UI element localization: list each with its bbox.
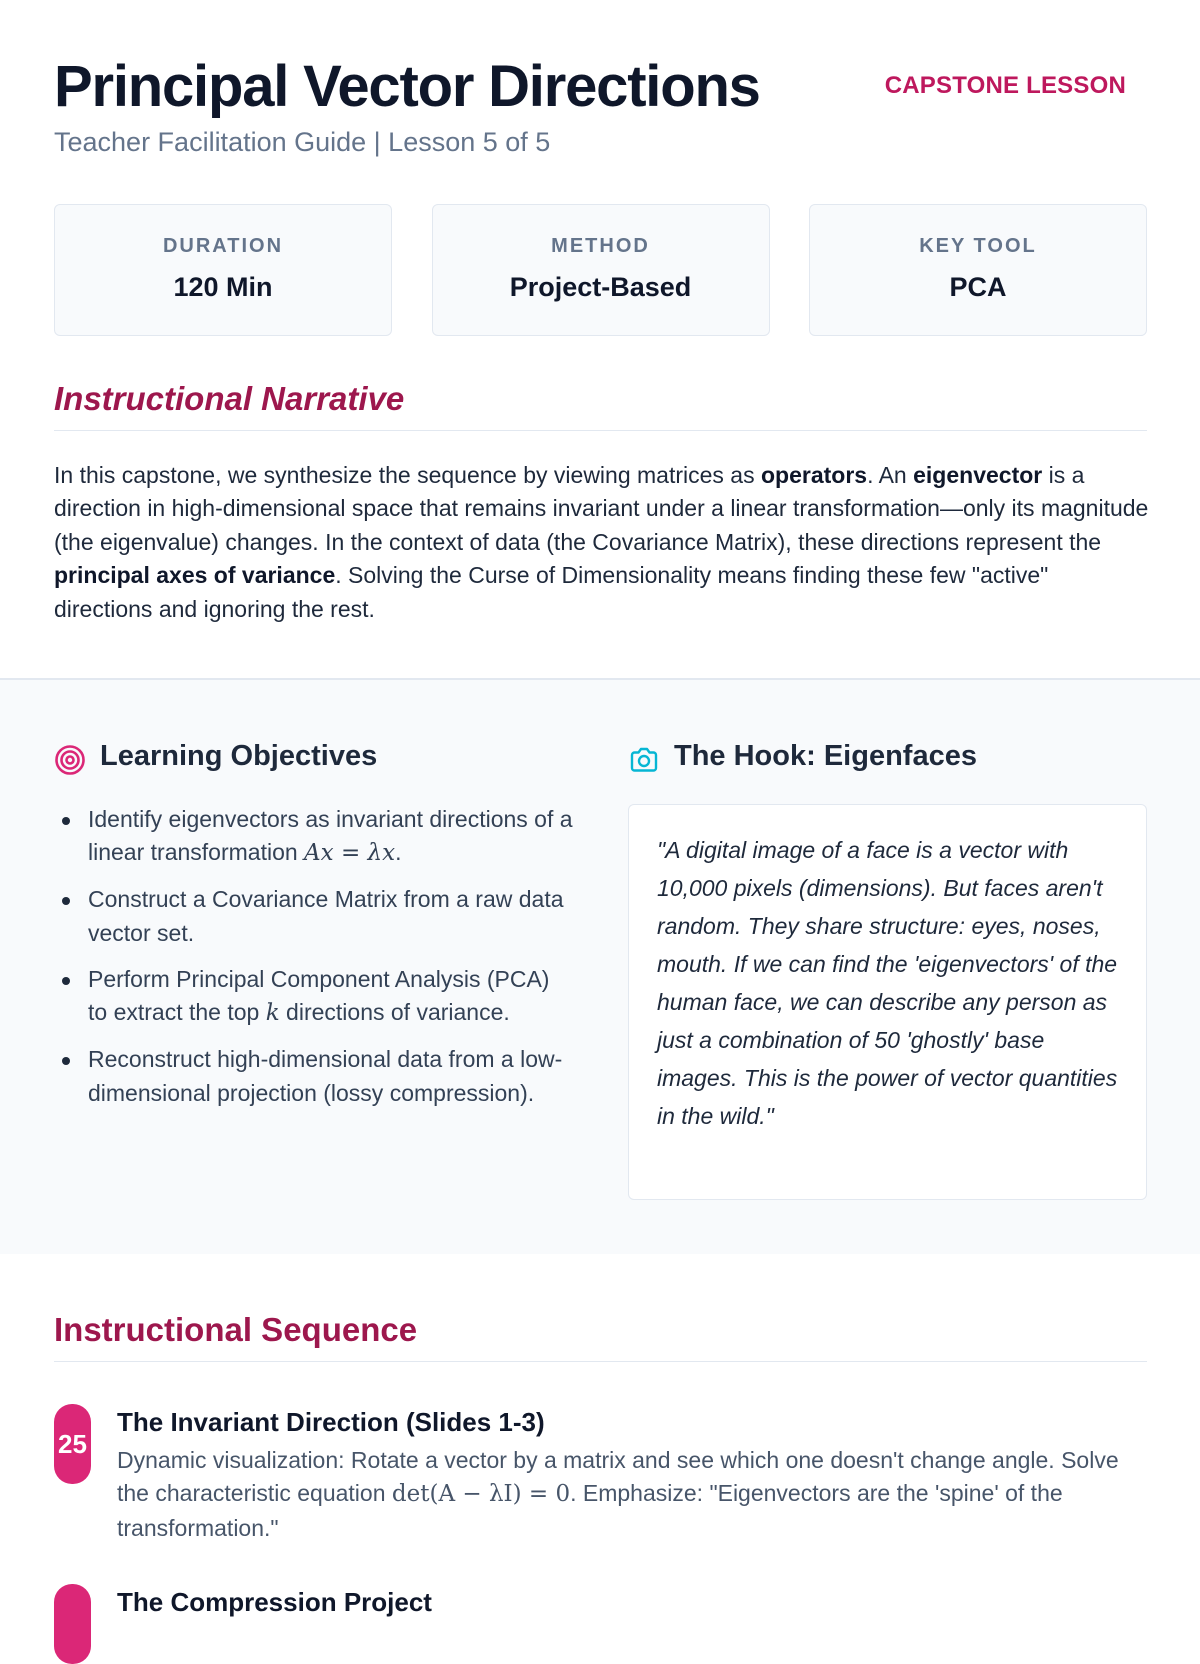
- hook-quote-box: [628, 804, 1147, 1200]
- step-text: Dynamic visualization: Rotate a vector by a matrix and see which one doesn't change angle. Solve the characteristic equation: [117, 1447, 1119, 1507]
- sequence-step: [54, 1404, 1149, 1545]
- stat-value: PCA: [949, 272, 1007, 302]
- list-item: [54, 1043, 574, 1110]
- narrative-paragraph: [54, 459, 1149, 626]
- objective-text: Identify eigenvectors as invariant directions of a linear transformation: [88, 806, 573, 866]
- sequence-heading: Instructional Sequence: [54, 1311, 418, 1348]
- narrative-emphasis: operators: [760, 462, 868, 488]
- objective-text: .: [395, 839, 402, 866]
- list-item: [54, 803, 574, 871]
- narrative-text: is a direction in high-dimensional space that remains invariant under a linear transformation—only its magnitude (the eigenvalue) changes. In the context of data (the Covariance Matrix), these directions represent the: [54, 462, 1149, 555]
- narrative-heading: Instructional Narrative: [54, 380, 405, 417]
- objective-text: Perform Principal Component Analysis (PCA) to extract the top: [88, 965, 550, 1026]
- target-icon: [54, 744, 86, 776]
- narrative-text: . An: [867, 462, 914, 488]
- divider: [54, 430, 1147, 431]
- stat-card-duration: [54, 204, 392, 336]
- objective-text: Construct a Covariance Matrix from a raw data vector set.: [88, 886, 564, 946]
- objective-text: Reconstruct high-dimensional data from a low-dimensional projection (lossy compression).: [88, 1046, 563, 1106]
- step-description: [117, 1444, 1149, 1545]
- stat-value: Project-Based: [509, 272, 692, 302]
- step-body: [117, 1584, 1149, 1620]
- objective-text: directions of variance.: [279, 999, 510, 1026]
- capstone-badge: CAPSTONE LESSON: [884, 72, 1126, 99]
- page-subtitle: Teacher Facilitation Guide | Lesson 5 of 5: [54, 127, 551, 157]
- divider: [54, 1361, 1147, 1362]
- hook-heading: The Hook: Eigenfaces: [674, 740, 977, 772]
- stat-card-key-tool: [809, 204, 1147, 336]
- step-title: The Invariant Direction (Slides 1-3): [117, 1407, 545, 1437]
- sequence-step: [54, 1584, 1149, 1620]
- stat-label: KEY TOOL: [919, 235, 1037, 257]
- objective-math: Ax = λx: [304, 840, 396, 867]
- stat-label: DURATION: [162, 235, 284, 257]
- step-title: The Compression Project: [117, 1587, 432, 1617]
- objective-math: k: [265, 1000, 280, 1027]
- stat-value: 120 Min: [173, 272, 273, 302]
- step-number-badge: 25: [54, 1404, 91, 1484]
- camera-icon: [628, 744, 660, 776]
- page-title: Principal Vector Directions: [54, 54, 760, 119]
- hook-quote: "A digital image of a face is a vector with 10,000 pixels (dimensions). But faces aren't random. They share structure: eyes, noses, mouth. If we can find the 'eigenvectors' of the human face, we can describe any person as just a combination of 50 'ghostly' base images. This is the power of vector quantities in the wild.": [657, 837, 1118, 1129]
- step-body: [117, 1404, 1149, 1545]
- step-text: . Emphasize: "Eigenvectors are the 'spine' of the transformation.": [117, 1480, 1063, 1541]
- narrative-emphasis: eigenvector: [913, 462, 1043, 488]
- narrative-emphasis: principal axes of variance: [54, 562, 336, 589]
- list-item: [54, 963, 574, 1031]
- page-header: [54, 52, 1146, 160]
- narrative-text: . Solving the Curse of Dimensionality means finding these few "active" directions and ignoring the rest.: [54, 562, 1049, 622]
- step-math: det(A − λI) = 0: [391, 1481, 571, 1508]
- narrative-text: In this capstone, we synthesize the sequence by viewing matrices as: [54, 462, 761, 488]
- step-number-badge: [54, 1584, 91, 1664]
- list-item: [54, 883, 574, 950]
- stat-card-method: [432, 204, 770, 336]
- objectives-heading: Learning Objectives: [100, 740, 378, 772]
- objectives-list: [54, 803, 574, 1123]
- stat-label: METHOD: [551, 235, 650, 257]
- lesson-stats: [54, 204, 1147, 336]
